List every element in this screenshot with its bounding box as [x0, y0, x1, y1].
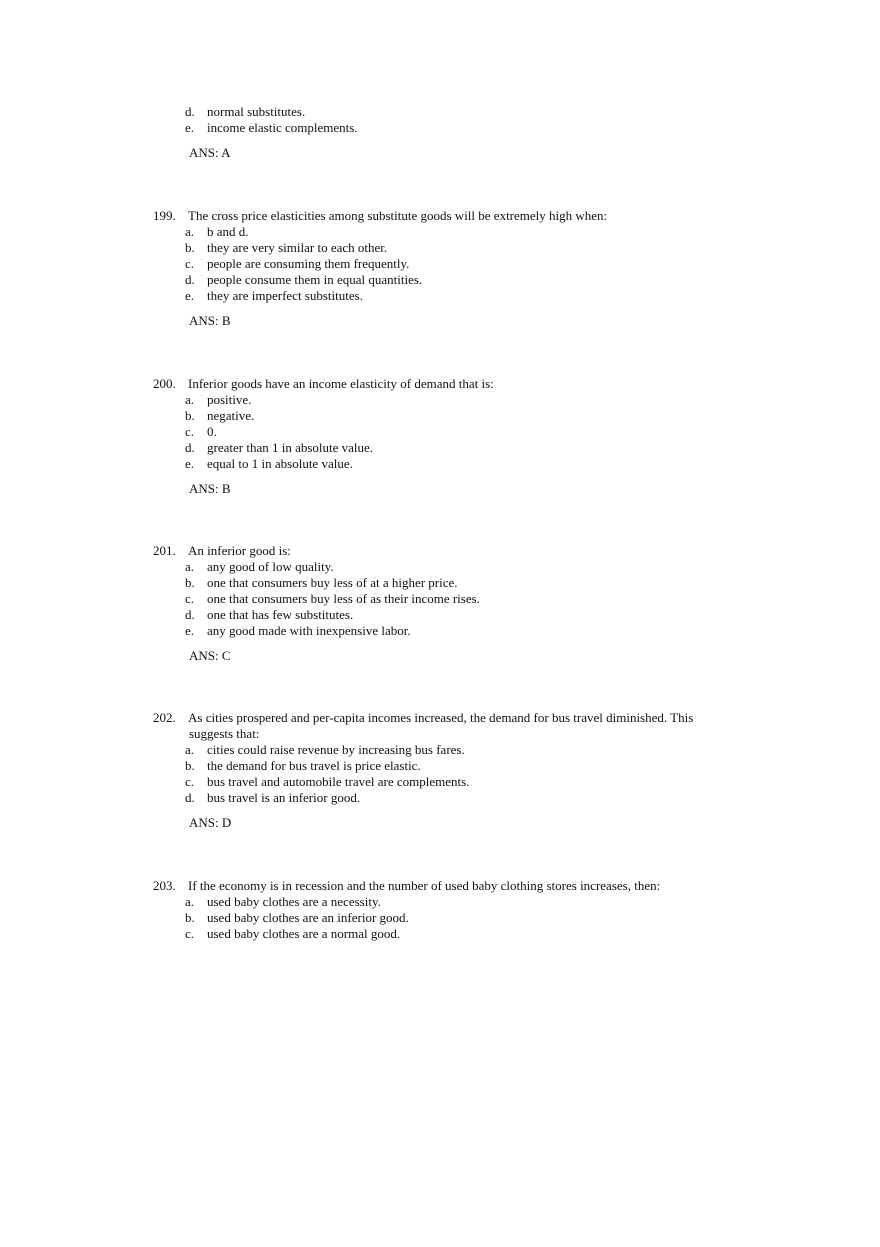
option-text: one that consumers buy less of as their income rises.	[207, 591, 480, 606]
option-letter: a.	[185, 392, 195, 407]
option-letter: d.	[185, 272, 195, 287]
answer-option	[0, 256, 880, 272]
option-letter: c.	[185, 591, 195, 606]
question-block	[0, 376, 880, 497]
option-text: bus travel and automobile travel are complements.	[207, 774, 470, 789]
option-text: any good of low quality.	[207, 559, 334, 574]
option-text: they are imperfect substitutes.	[207, 288, 363, 303]
question-block	[0, 208, 880, 329]
question-text: suggests that:	[189, 726, 260, 741]
option-text: 0.	[207, 424, 217, 439]
question-number: 201.	[153, 543, 176, 558]
answer-option	[0, 392, 880, 408]
answer-option	[0, 607, 880, 623]
option-letter: c.	[185, 774, 195, 789]
option-letter: e.	[185, 456, 195, 471]
option-text: positive.	[207, 392, 252, 407]
option-letter: e.	[185, 120, 195, 135]
option-letter: a.	[185, 894, 195, 909]
option-text: income elastic complements.	[207, 120, 358, 135]
answer-option	[0, 559, 880, 575]
answer-option	[0, 910, 880, 926]
question-block	[0, 878, 880, 942]
answer-key: ANS: B	[189, 481, 231, 496]
answer-option	[0, 272, 880, 288]
answer-option	[0, 224, 880, 240]
option-letter: e.	[185, 623, 195, 638]
answer-option	[0, 575, 880, 591]
option-text: one that consumers buy less of at a higher price.	[207, 575, 458, 590]
answer-option	[0, 591, 880, 607]
question-number: 203.	[153, 878, 176, 893]
answer-option	[0, 288, 880, 304]
option-text: negative.	[207, 408, 255, 423]
option-letter: b.	[185, 575, 195, 590]
question-number: 199.	[153, 208, 176, 223]
question-text: An inferior good is:	[188, 543, 291, 558]
option-text: cities could raise revenue by increasing bus fares.	[207, 742, 465, 757]
option-letter: c.	[185, 256, 195, 271]
answer-option	[0, 408, 880, 424]
option-letter: a.	[185, 559, 195, 574]
option-text: used baby clothes are a normal good.	[207, 926, 401, 941]
option-letter: a.	[185, 224, 195, 239]
question-text: If the economy is in recession and the number of used baby clothing stores increases, then:	[188, 878, 661, 893]
question-line	[0, 208, 880, 224]
option-text: used baby clothes are a necessity.	[207, 894, 381, 909]
answer-option	[0, 424, 880, 440]
option-text: bus travel is an inferior good.	[207, 790, 361, 805]
option-text: equal to 1 in absolute value.	[207, 456, 353, 471]
option-letter: c.	[185, 424, 195, 439]
answer-option	[0, 790, 880, 806]
option-text: they are very similar to each other.	[207, 240, 388, 255]
option-text: greater than 1 in absolute value.	[207, 440, 374, 455]
option-text: b and d.	[207, 224, 249, 239]
answer-option	[0, 894, 880, 910]
answer-option	[0, 758, 880, 774]
question-line	[0, 543, 880, 559]
answer-key: ANS: A	[189, 145, 231, 160]
answer-key: ANS: C	[189, 648, 231, 663]
question-number: 200.	[153, 376, 176, 391]
answer-option	[0, 774, 880, 790]
answer-option	[0, 623, 880, 639]
option-letter: b.	[185, 408, 195, 423]
answer-option	[0, 120, 880, 136]
option-letter: d.	[185, 104, 195, 119]
answer-option	[0, 742, 880, 758]
question-text: As cities prospered and per-capita incomes increased, the demand for bus travel diminished. This	[188, 710, 694, 725]
option-letter: b.	[185, 240, 195, 255]
answer-key: ANS: B	[189, 313, 231, 328]
question-line	[0, 726, 880, 742]
option-letter: d.	[185, 607, 195, 622]
question-line	[0, 710, 880, 726]
option-text: people are consuming them frequently.	[207, 256, 410, 271]
answer-option	[0, 104, 880, 120]
question-text: The cross price elasticities among substitute goods will be extremely high when:	[188, 208, 608, 223]
answer-option	[0, 440, 880, 456]
option-letter: b.	[185, 758, 195, 773]
option-letter: b.	[185, 910, 195, 925]
answer-option	[0, 926, 880, 942]
question-block	[0, 543, 880, 664]
option-text: people consume them in equal quantities.	[207, 272, 423, 287]
question-line	[0, 878, 880, 894]
option-letter: d.	[185, 440, 195, 455]
option-text: one that has few substitutes.	[207, 607, 354, 622]
option-text: normal substitutes.	[207, 104, 306, 119]
answer-option	[0, 240, 880, 256]
option-letter: d.	[185, 790, 195, 805]
question-block	[0, 104, 880, 161]
answer-key: ANS: D	[189, 815, 232, 830]
option-letter: c.	[185, 926, 195, 941]
option-letter: e.	[185, 288, 195, 303]
question-block	[0, 710, 880, 831]
option-letter: a.	[185, 742, 195, 757]
option-text: the demand for bus travel is price elastic.	[207, 758, 421, 773]
option-text: used baby clothes are an inferior good.	[207, 910, 409, 925]
option-text: any good made with inexpensive labor.	[207, 623, 411, 638]
question-line	[0, 376, 880, 392]
question-number: 202.	[153, 710, 176, 725]
answer-option	[0, 456, 880, 472]
question-text: Inferior goods have an income elasticity of demand that is:	[188, 376, 494, 391]
